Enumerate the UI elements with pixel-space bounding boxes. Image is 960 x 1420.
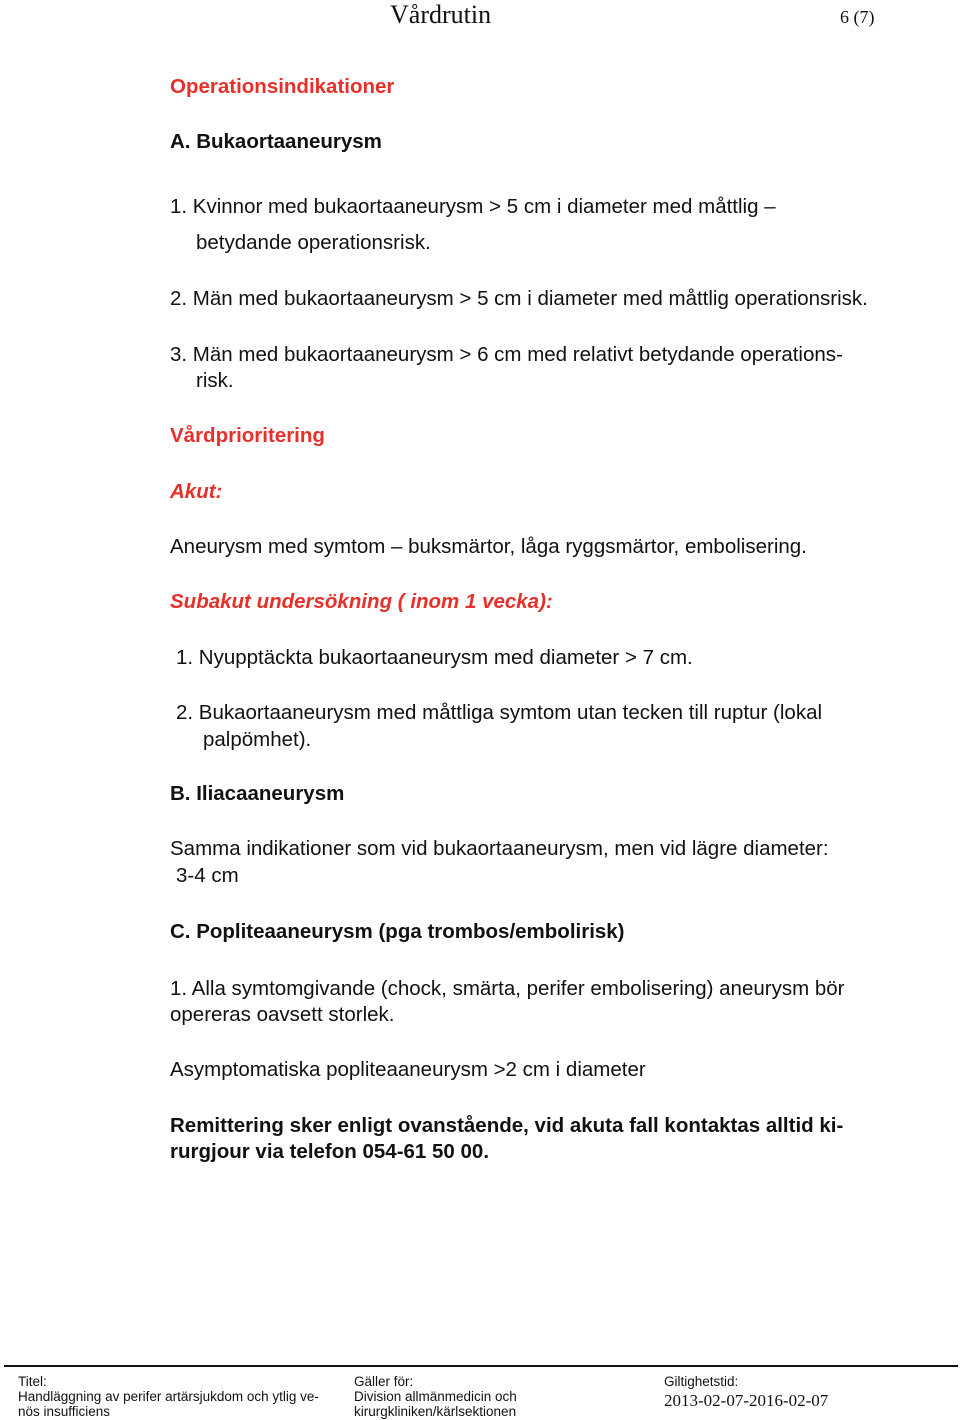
footer-applies-line1: Division allmänmedicin och [354,1389,517,1404]
section-b-text-line2: 3-4 cm [176,864,239,887]
section-a-heading: A. Bukaortaaneurysm [170,130,382,153]
remittering-line2: rurgjour via telefon 054-61 50 00. [170,1140,490,1163]
section-c-item-line2: opereras oavsett storlek. [170,1003,395,1026]
akut-heading: Akut: [170,480,223,503]
asymptomatic-text: Asymptomatiska popliteaaneurysm >2 cm i diameter [170,1058,646,1081]
list-item-a1-line2: betydande operationsrisk. [196,231,431,254]
footer-divider [4,1365,958,1367]
operation-heading: Operationsindikationer [170,75,395,98]
footer-applies-label: Gäller för: [354,1374,414,1389]
footer-title-label: Titel: [18,1374,47,1389]
section-c-heading: C. Popliteaaneurysm (pga trombos/embolirisk) [170,920,625,943]
page-number: 6 (7) [840,7,875,27]
footer-applies-line2: kirurgkliniken/kärlsektionen [354,1404,517,1419]
remittering-line1: Remittering sker enligt ovanstående, vid akuta fall kontaktas alltid ki- [170,1114,844,1137]
section-c-item-line1: 1. Alla symtomgivande (chock, smärta, perifer embolisering) aneurysm bör [170,977,845,1000]
subakut-item-2-line2: palpömhet). [203,728,312,751]
footer-validity-label: Giltighetstid: [664,1374,739,1389]
list-item-a2: 2. Män med bukaortaaneurysm > 5 cm i diameter med måttlig operationsrisk. [170,287,868,310]
subakut-item-1: 1. Nyupptäckta bukaortaaneurysm med diameter > 7 cm. [176,646,693,669]
vardprioritering-heading: Vårdprioritering [170,424,325,447]
subakut-item-2-line1: 2. Bukaortaaneurysm med måttliga symtom utan tecken till ruptur (lokal [176,701,823,724]
section-b-heading: B. Iliacaaneurysm [170,782,345,805]
list-item-a1-line1: 1. Kvinnor med bukaortaaneurysm > 5 cm i diameter med måttlig – [170,195,776,218]
document-title: Vårdrutin [390,0,492,29]
list-item-a3-line2: risk. [196,369,234,392]
footer-title-line1: Handläggning av perifer artärsjukdom och ytlig ve- [18,1389,319,1404]
list-item-a3-line1: 3. Män med bukaortaaneurysm > 6 cm med relativt betydande operations- [170,343,843,366]
footer-validity-value: 2013-02-07-2016-02-07 [664,1391,829,1410]
akut-text: Aneurysm med symtom – buksmärtor, låga ryggsmärtor, embolisering. [170,535,807,558]
section-b-text-line1: Samma indikationer som vid bukaortaaneurysm, men vid lägre diameter: [170,837,829,860]
footer-title-line2: nös insufficiens [18,1404,111,1419]
subakut-heading: Subakut undersökning ( inom 1 vecka): [170,590,553,613]
